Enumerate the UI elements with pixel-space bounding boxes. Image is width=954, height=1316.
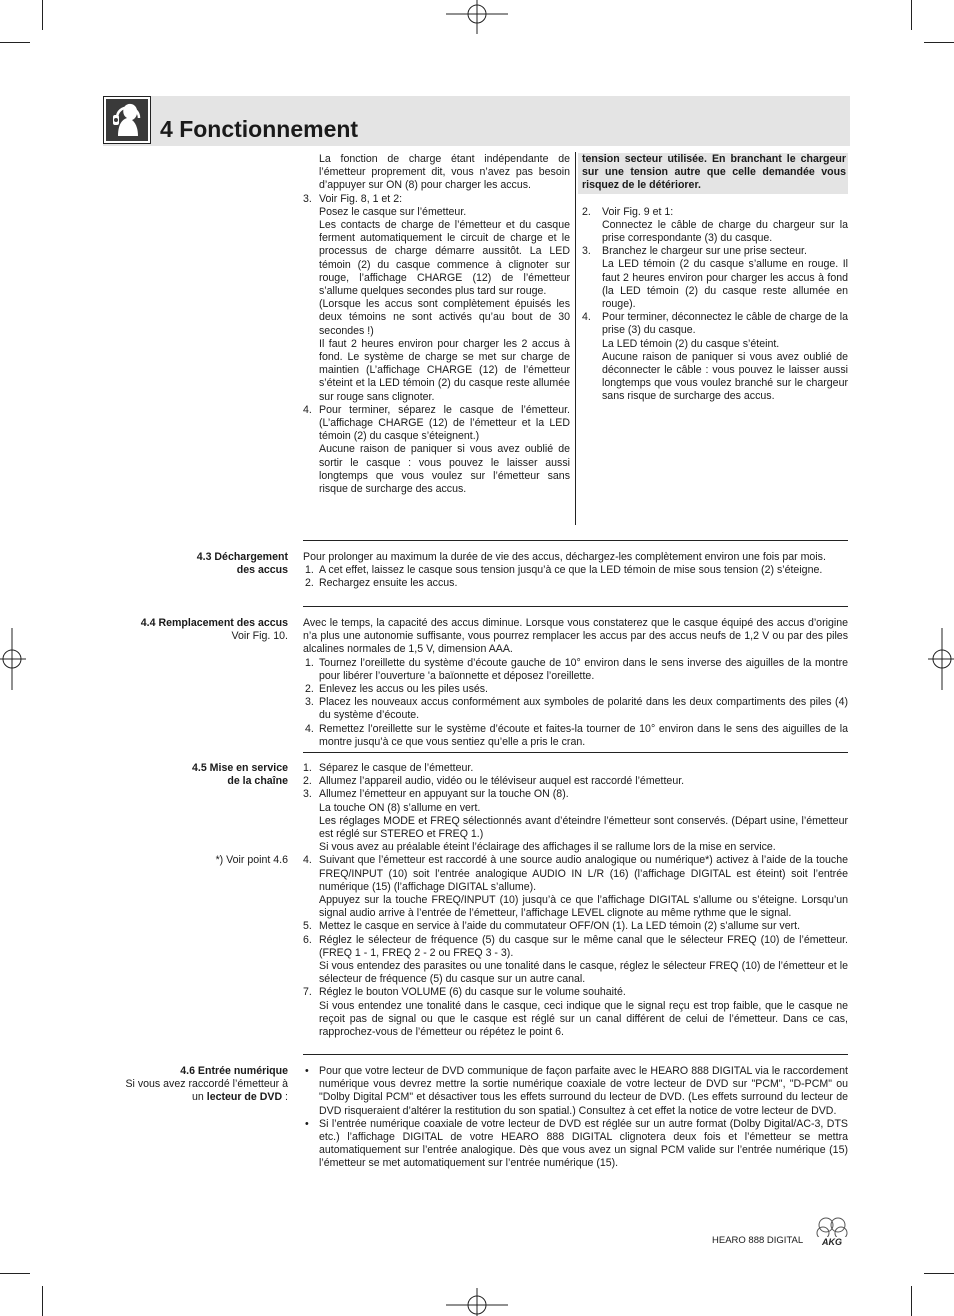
crop-mark (42, 1286, 43, 1316)
list-item (578, 206, 848, 246)
paragraph: Aucune raison de paniquer si vous avez oublié de déconnecter le câble : vous pouvez le laisser aussi longtemps que vous voulez branché sur le chargeur sans risque de surcharge des accus. (602, 350, 848, 403)
list-text: Pour que votre lecteur de DVD communique de façon parfaite avec le HEARO 888 DIGITAL via le raccordement numérique vous devrez mettre la sortie numérique coaxiale de votre lecteur de DVD sur "PCM", "D-PCM" ou "Dolby Digital PCM" et désactiver tous les effets surround du lecteur de DVD. (Les effets surround du lecteur de DVD risqueraient d’altérer la restitution du son spatial.) Consultez à cet effet la notice de votre lecteur de DVD. (319, 1065, 848, 1117)
paragraph: La touche ON (8) s’allume en vert. (319, 801, 481, 814)
paragraph: Réglez le bouton VOLUME (6) du casque sur le volume souhaité. (319, 986, 626, 999)
paragraph: Allumez l’émetteur en appuyant sur la touche ON (8). (319, 788, 569, 801)
section-heading: 4.5 Mise en service (192, 762, 288, 774)
list-number: 4. (303, 403, 312, 416)
paragraph: Mettez le casque en service à l’aide du commutateur OFF/ON (1). La LED témoin (2) s’allume sur vert. (319, 920, 801, 933)
section-divider (303, 606, 848, 607)
right-column (578, 153, 848, 404)
side-note: *) Voir point 4.6 (215, 854, 288, 866)
list-number: 4. (582, 311, 591, 324)
list-text: Tournez l’oreillette du système d’écoute gauche de 10° environ dans le sens inverse des aiguilles de la montre pour libérer l’ouverture 'a baïonnette et déposez l’oreillette. (319, 656, 848, 682)
list-number: 6. (303, 933, 312, 946)
list-number: 1. (305, 656, 314, 669)
section-heading: de la chaîne (227, 775, 288, 788)
list-text: A cet effet, laissez le casque sous tension jusqu’à ce que la LED témoin de mise sous tension (2) s’éteigne. (319, 564, 823, 577)
bullet-icon: • (305, 1117, 309, 1130)
section-subtext: Si vous avez raccordé l’émetteur à (125, 1078, 288, 1091)
section-subtext: un (192, 1091, 207, 1104)
paragraph: Si vous avez au préalable éteint l’éclairage des affichages il se rallume lors de la mise en service. (319, 841, 776, 854)
paragraph: La LED témoin (2) du casque s’éteint. (602, 337, 780, 350)
list-item (578, 245, 848, 311)
paragraph: La fonction de charge étant indépendante de l’émetteur proprement dit, vous n’avez pas besoin d’appuyer sur ON (8) pour charger les accus. (319, 153, 570, 192)
list-item (303, 775, 848, 788)
section-subtext: : (282, 1091, 288, 1104)
list-number: 2. (582, 205, 591, 218)
chapter-title (160, 116, 358, 143)
list-item (303, 657, 848, 683)
footnote-reference (216, 854, 288, 867)
list-item (303, 404, 570, 496)
paragraph: Aucune raison de paniquer si vous avez oublié de sortir le casque : vous pouvez le laisser aussi longtemps que vous voulez sur l’émetteur sans risque de surcharge des accus. (319, 443, 570, 496)
paragraph: Voir Fig. 9 et 1: (602, 205, 674, 218)
left-column (303, 153, 570, 496)
list-item (303, 193, 570, 404)
crop-mark (924, 1273, 954, 1274)
section-divider (303, 752, 848, 753)
akg-logo-text: AKG (822, 1237, 842, 1247)
list-item (578, 311, 848, 403)
registration-mark-bottom (446, 1288, 508, 1316)
list-number: 2. (305, 683, 314, 696)
section-4-5-body (303, 762, 848, 1039)
registration-mark-right (928, 628, 954, 690)
list-number: 2. (303, 775, 312, 788)
section-heading: 4.3 Déchargement (196, 551, 288, 563)
section-heading: 4.6 Entrée numérique (180, 1065, 288, 1077)
section-4-6-body (303, 1065, 848, 1171)
paragraph: Suivant que l’émetteur est raccordé à une source audio analogique ou numérique*) activez à l’aide de la touche FREQ/INPUT (10) soit l’entrée analogique AUDIO IN L/R (16) (l’affichage DIGITAL est éteint) soit l’entrée numérique (15) (l’affichage DIGITAL s’allume). (319, 854, 848, 893)
list-item (303, 854, 848, 920)
paragraph: Branchez le chargeur sur une prise secteur. (602, 245, 807, 258)
section-label-4-6 (125, 1065, 288, 1105)
chapter-number: 4 (160, 116, 173, 142)
list-number: 3. (305, 696, 314, 709)
paragraph: Allumez l’appareil audio, vidéo ou le téléviseur auquel est raccordé l’émetteur. (319, 775, 685, 788)
list-text: Enlevez les accus ou les piles usés. (319, 683, 488, 696)
section-divider (303, 1054, 848, 1055)
registration-mark-left (0, 628, 26, 690)
section-label-4-3 (197, 551, 288, 577)
list-number: 3. (303, 788, 312, 801)
paragraph: Pour prolonger au maximum la durée de vie des accus, déchargez-les complètement environ une fois par mois. (303, 551, 826, 563)
list-item (303, 683, 848, 696)
list-number: 1. (303, 762, 312, 774)
list-text: Placez les nouveaux accus conformément aux symboles de polarité dans les deux compartiments des piles (4) du système d’écoute. (319, 696, 848, 722)
list-item (303, 577, 848, 590)
section-subtext: Voir Fig. 10. (231, 630, 288, 643)
section-4-3-body (303, 551, 848, 591)
crop-mark (911, 1286, 912, 1316)
paragraph: Réglez le sélecteur de fréquence (5) du casque sur le même canal que le sélecteur FREQ (10) de l’émetteur. (FREQ 1 - 1, FREQ 2 - 2 ou FREQ 3 - 3). (319, 933, 848, 959)
list-item (303, 564, 848, 577)
section-4-4-body (303, 617, 848, 749)
crop-mark (0, 1273, 30, 1274)
paragraph: Voir Fig. 8, 1 et 2: (319, 192, 403, 205)
section-heading: 4.4 Remplacement des accus (140, 617, 288, 629)
paragraph: Posez le casque sur l’émetteur. (319, 205, 467, 218)
crop-mark (924, 42, 954, 43)
list-item (303, 723, 848, 749)
crop-mark (0, 42, 30, 43)
list-text: Rechargez ensuite les accus. (319, 577, 458, 590)
paragraph: Appuyez sur la touche FREQ/INPUT (10) jusqu’à ce que l’affichage DIGITAL s’allume ou s’éteigne. Lorsqu’un signal audio arrive à l’entrée de l’émetteur, l’affichage LEVEL clignote au même rythme que le signal. (319, 894, 848, 920)
section-label-4-4 (141, 617, 288, 643)
section-label-4-5 (192, 762, 288, 788)
list-number: 7. (303, 986, 312, 999)
bullet-icon: • (305, 1065, 309, 1077)
list-number: 3. (582, 245, 591, 258)
list-item (303, 762, 848, 775)
list-number: 4. (305, 722, 314, 735)
list-number: 2. (305, 577, 314, 590)
list-item (303, 696, 848, 722)
section-heading: des accus (236, 564, 288, 577)
chapter-title-text: Fonctionnement (179, 116, 359, 142)
list-item (303, 920, 848, 933)
bullet-item (303, 1118, 848, 1171)
crop-mark (911, 0, 912, 30)
akg-logo (815, 1216, 849, 1248)
section-divider (303, 540, 848, 541)
footer-product-name: HEARO 888 DIGITAL (712, 1235, 804, 1246)
paragraph: La LED témoin (2 du casque s’allume en rouge. Il faut 2 heures environ pour charger les accus à fond (la LED témoin (2) du casque reste allumée en rouge). (602, 258, 848, 311)
paragraph: Pour terminer, séparez le casque de l’émetteur. (L’affichage CHARGE (12) de l’émetteur et la LED témoin (2) du casque s’éteignent.) (319, 403, 570, 443)
headphone-user-icon (103, 96, 151, 144)
crop-mark (42, 0, 43, 30)
list-text: Si l’entrée numérique coaxiale de votre lecteur de DVD est réglée sur un autre format (Dolby Digital/AC-3, DTS etc.) l’affichage DIGITAL de votre HEARO 888 DIGITAL clignotera deux fois et l’émetteur se mettra automatiquement sur l’entrée analogique. Dès que vous avez un signal PCM valide sur l’entrée numérique (15) l’émetteur se met automatiquement sur l’entrée numérique (15). (319, 1117, 848, 1170)
paragraph: Pour terminer, déconnectez le câble de charge de la prise (3) du casque. (602, 311, 848, 337)
paragraph: (Lorsque les accus sont complètement épuisés les deux témoins ne sont activés qu’au bout de 30 secondes !) (319, 298, 570, 337)
registration-mark-top (446, 0, 508, 34)
paragraph: Les contacts de charge de l’émetteur et du casque ferment automatiquement le circuit de charge et le processus de charge démarre aussitôt. La LED témoin (2) du casque commence à clignoter sur rouge, l’affichage CHARGE (12) de l’émetteur s’allume quelques secondes plus tard sur rouge. (319, 219, 570, 298)
paragraph: Si vous entendez des parasites ou une tonalité dans le casque, réglez le sélecteur FREQ (10) de l’émetteur et le sélecteur de fréquence (5) du casque sur un autre canal. (319, 960, 848, 986)
list-number: 5. (303, 920, 312, 933)
list-number: 1. (305, 564, 314, 577)
section-subtext-bold: lecteur de DVD (206, 1091, 283, 1104)
list-number: 3. (303, 192, 312, 205)
paragraph: Il faut 2 heures environ pour charger les 2 accus à fond. Le système de charge se met sur charge de maintien (L’affichage CHARGE (12) de l’émetteur s’éteint et la LED témoin (2) du casque reste allumée sur rouge sans clignoter. (319, 337, 570, 403)
paragraph: Avec le temps, la capacité des accus diminue. Lorsque vous constaterez que le casque équipé des accus d’origine n’a plus une autonomie suffisante, vous pourrez remplacer les accus par des accus neufs de 1,2 V ou par des piles alcalines normales de 1,5 V, dimension AAA. (303, 617, 848, 656)
column-divider (575, 152, 576, 525)
paragraph: Séparez le casque de l’émetteur. (319, 762, 474, 774)
list-item (303, 986, 848, 1039)
list-item (303, 788, 848, 854)
list-item (303, 934, 848, 987)
bullet-item (303, 1065, 848, 1118)
list-text: Remettez l’oreillette sur le système d’écoute et faites-la tourner de 10° environ dans le sens des aiguilles de la montre jusqu’à ce que vous sentiez qu’elle a pris le cran. (319, 722, 848, 748)
warning-box: tension secteur utilisée. En branchant le chargeur sur une tension autre que celle demandée vous risquez de le détériorer. (578, 153, 848, 194)
paragraph: Les réglages MODE et FREQ sélectionnés avant d’éteindre l’émetteur sont conservés. (Départ usine, l’émetteur est réglé sur STEREO et FREQ 1.) (319, 814, 848, 841)
paragraph: Si vous entendez une tonalité dans le casque, ceci indique que le signal reçu est trop faible, que le casque ne reçoit pas de signal ou que le casque est réglé sur un canal différent de celui de l’émetteur. Dans ce cas, rapprochez-vous de l’émetteur ou répétez le point 6. (319, 999, 848, 1039)
paragraph: Connectez le câble de charge du chargeur sur la prise correspondante (3) du casque. (602, 218, 848, 245)
list-number: 4. (303, 854, 312, 867)
